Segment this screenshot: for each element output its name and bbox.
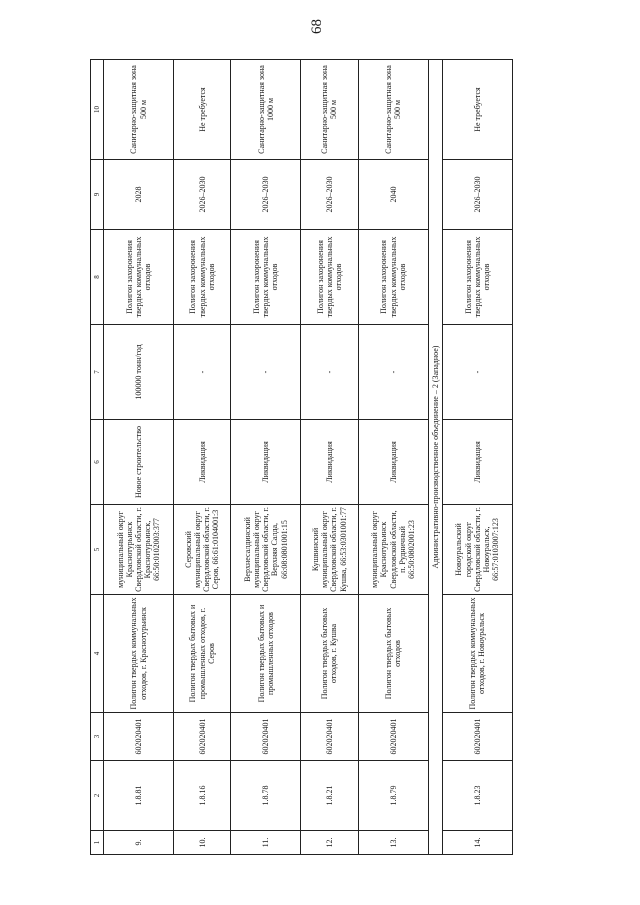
protection-zone: Санитарно-защитная зона 500 м bbox=[301, 60, 358, 160]
object-name: Полигон твердых бытовых отходов bbox=[358, 595, 428, 713]
planned-action: Ликвидация bbox=[174, 420, 231, 505]
row-number: 9. bbox=[104, 831, 174, 855]
object-location: Верхнесалдинский муниципальный округ Свердловской области, г. Верхняя Салда, 66:08:0801001:15 bbox=[231, 505, 301, 595]
capacity: - bbox=[442, 325, 512, 420]
col-num: 10 bbox=[91, 60, 104, 160]
row-number: 10. bbox=[174, 831, 231, 855]
capacity: - bbox=[174, 325, 231, 420]
implementation-term: 2026–2030 bbox=[231, 160, 301, 230]
protection-zone: Санитарно-защитная зона 500 м bbox=[358, 60, 428, 160]
col-num: 8 bbox=[91, 230, 104, 325]
capacity: - bbox=[231, 325, 301, 420]
col-num: 4 bbox=[91, 595, 104, 713]
object-code: 1.8.79 bbox=[358, 761, 428, 831]
planned-action: Ликвидация bbox=[358, 420, 428, 505]
planned-action: Новое строительство bbox=[104, 420, 174, 505]
row-number: 11. bbox=[231, 831, 301, 855]
column-number-row bbox=[91, 60, 104, 855]
fkko-code: 602020401 bbox=[174, 713, 231, 761]
planned-action: Ликвидация bbox=[301, 420, 358, 505]
page-number-text: 68 bbox=[309, 19, 325, 34]
object-location: муниципальный округ Краснотурьинск Свердловской области, г. Краснотурьинск, 66:50:0102003:377 bbox=[104, 505, 174, 595]
col-num: 2 bbox=[91, 761, 104, 831]
object-name: Полигон твердых бытовых и промышленных отходов bbox=[231, 595, 301, 713]
object-code: 1.8.78 bbox=[231, 761, 301, 831]
object-name: Полигон твердых коммунальных отходов, г. Краснотурьинск bbox=[104, 595, 174, 713]
object-purpose: Полигон захоронения твердых коммунальных отходов bbox=[358, 230, 428, 325]
capacity: 100000 тонн/год bbox=[104, 325, 174, 420]
row-number: 13. bbox=[358, 831, 428, 855]
planned-action: Ликвидация bbox=[442, 420, 512, 505]
fkko-code: 602020401 bbox=[358, 713, 428, 761]
col-num: 6 bbox=[91, 420, 104, 505]
object-location: Новоуральский городской округ Свердловской области, г. Новоуральск, 66:57:0103007:123 bbox=[442, 505, 512, 595]
object-name: Полигон твердых бытовых и промышленных отходов, г. Серов bbox=[174, 595, 231, 713]
object-code: 1.8.21 bbox=[301, 761, 358, 831]
col-num: 5 bbox=[91, 505, 104, 595]
protection-zone: Санитарно-защитная зона 500 м bbox=[104, 60, 174, 160]
row-number: 12. bbox=[301, 831, 358, 855]
fkko-code: 602020401 bbox=[301, 713, 358, 761]
planned-action: Ликвидация bbox=[231, 420, 301, 505]
table-row bbox=[174, 60, 231, 855]
protection-zone: Не требуется bbox=[442, 60, 512, 160]
object-location: Серовский муниципальный округ Свердловской области, г. Серов, 66:61:0104001:3 bbox=[174, 505, 231, 595]
row-number: 14. bbox=[442, 831, 512, 855]
object-purpose: Полигон захоронения твердых коммунальных отходов bbox=[231, 230, 301, 325]
table-row bbox=[358, 60, 428, 855]
implementation-term: 2026–2030 bbox=[442, 160, 512, 230]
object-purpose: Полигон захоронения твердых коммунальных отходов bbox=[301, 230, 358, 325]
object-purpose: Полигон захоронения твердых коммунальных отходов bbox=[442, 230, 512, 325]
capacity: - bbox=[301, 325, 358, 420]
object-name: Полигон твердых бытовых отходов, г. Кушва bbox=[301, 595, 358, 713]
col-num: 9 bbox=[91, 160, 104, 230]
capacity: - bbox=[358, 325, 428, 420]
section-title: Административно-производственное объединение – 2 (Западное) bbox=[428, 60, 442, 855]
implementation-term: 2026–2030 bbox=[174, 160, 231, 230]
fkko-code: 602020401 bbox=[442, 713, 512, 761]
object-code: 1.8.16 bbox=[174, 761, 231, 831]
protection-zone: Не требуется bbox=[174, 60, 231, 160]
col-num: 1 bbox=[91, 831, 104, 855]
protection-zone: Санитарно-защитная зона 1000 м bbox=[231, 60, 301, 160]
object-code: 1.8.23 bbox=[442, 761, 512, 831]
implementation-term: 2028 bbox=[104, 160, 174, 230]
implementation-term: 2040 bbox=[358, 160, 428, 230]
landfill-table bbox=[90, 59, 513, 855]
object-location: Кушвинский муниципальный округ Свердловской области, г. Кушва, 66:53:0301001:77 bbox=[301, 505, 358, 595]
object-name: Полигон твердых коммунальных отходов, г. Новоуральск bbox=[442, 595, 512, 713]
table-row bbox=[442, 60, 512, 855]
section-row bbox=[428, 60, 442, 855]
fkko-code: 602020401 bbox=[104, 713, 174, 761]
object-code: 1.8.81 bbox=[104, 761, 174, 831]
object-location: муниципальный округ Краснотурьинск Свердловской области, п. Рудничный 66:50:0802001:23 bbox=[358, 505, 428, 595]
col-num: 7 bbox=[91, 325, 104, 420]
page-number bbox=[0, 18, 640, 58]
table-row bbox=[104, 60, 174, 855]
fkko-code: 602020401 bbox=[231, 713, 301, 761]
table-row bbox=[231, 60, 301, 855]
table-row bbox=[301, 60, 358, 855]
col-num: 3 bbox=[91, 713, 104, 761]
object-purpose: Полигон захоронения твердых коммунальных отходов bbox=[104, 230, 174, 325]
rotated-table-sheet bbox=[90, 60, 513, 855]
implementation-term: 2026–2030 bbox=[301, 160, 358, 230]
object-purpose: Полигон захоронения твердых коммунальных отходов bbox=[174, 230, 231, 325]
